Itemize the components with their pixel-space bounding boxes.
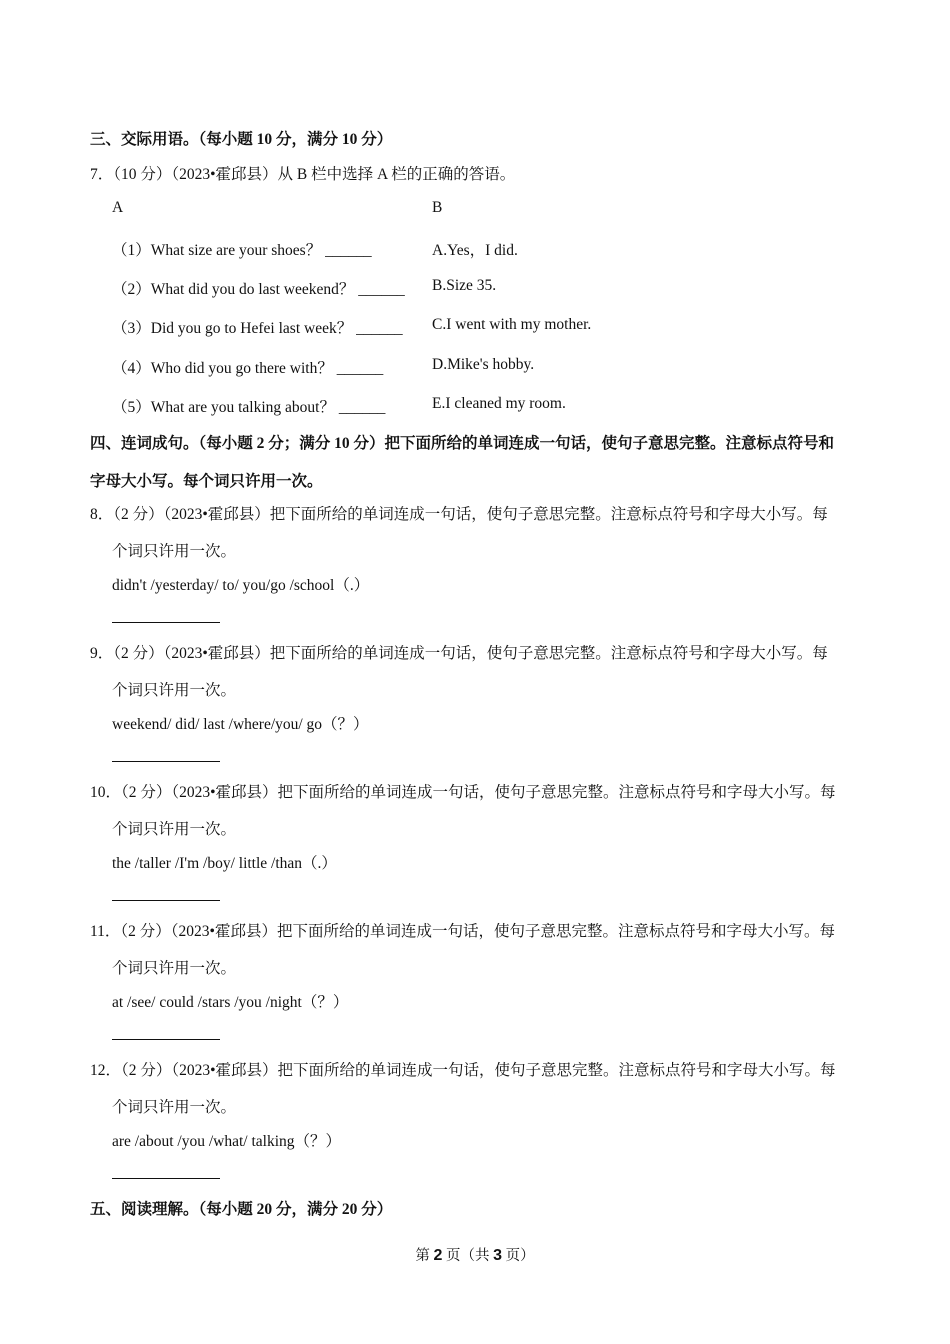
column-a-header: A bbox=[112, 199, 124, 216]
question-8-answer-line[interactable] bbox=[112, 622, 220, 623]
question-8-stem-cont: 个词只许用一次。 bbox=[112, 543, 237, 560]
match-item-b-1: A.Yes，I did. bbox=[432, 242, 518, 259]
question-10-stem-cont: 个词只许用一次。 bbox=[112, 821, 237, 838]
footer-page-number: 2 bbox=[433, 1247, 443, 1264]
question-9-stem-cont: 个词只许用一次。 bbox=[112, 682, 237, 699]
question-9-stem: 9．（2 分）（2023•霍邱县）把下面所给的单词连成一句话，使句子意思完整。注意标点符号和字母大小写。每 bbox=[90, 645, 828, 662]
section-4-title-line1: 四、连词成句。（每小题 2 分；满分 10 分）把下面所给的单词连成一句话，使句子意思完整。注意标点符号和 bbox=[90, 435, 835, 452]
match-item-b-3: C.I went with my mother. bbox=[432, 316, 592, 333]
column-b-header: B bbox=[432, 199, 443, 216]
question-8-words: didn't /yesterday/ to/ you/go /school（.） bbox=[112, 577, 370, 594]
section-3-title: 三、交际用语。（每小题 10 分，满分 10 分） bbox=[90, 131, 393, 148]
question-12-stem: 12．（2 分）（2023•霍邱县）把下面所给的单词连成一句话，使句子意思完整。注意标点符号和字母大小写。每 bbox=[90, 1062, 836, 1079]
question-12-answer-line[interactable] bbox=[112, 1178, 220, 1179]
question-11-words: at /see/ could /stars /you /night（？） bbox=[112, 994, 349, 1011]
section-4-title-line2: 字母大小写。每个词只许用一次。 bbox=[90, 473, 323, 490]
question-11-stem: 11．（2 分）（2023•霍邱县）把下面所给的单词连成一句话，使句子意思完整。注意标点符号和字母大小写。每 bbox=[90, 923, 835, 940]
footer-suffix: 页） bbox=[502, 1248, 535, 1264]
question-8-stem: 8．（2 分）（2023•霍邱县）把下面所给的单词连成一句话，使句子意思完整。注意标点符号和字母大小写。每 bbox=[90, 506, 828, 523]
footer-middle: 页（共 bbox=[442, 1248, 494, 1264]
question-9-answer-line[interactable] bbox=[112, 761, 220, 762]
match-item-a-3: （3）Did you go to Hefei last week？ ______ bbox=[112, 320, 403, 337]
question-10-words: the /taller /I'm /boy/ little /than（.） bbox=[112, 855, 337, 872]
match-item-a-5: （5）What are you talking about？ ______ bbox=[112, 399, 386, 416]
page-footer bbox=[0, 1244, 950, 1265]
match-item-a-1: （1）What size are your shoes？ ______ bbox=[112, 242, 372, 259]
question-7-stem: 7．（10 分）（2023•霍邱县）从 B 栏中选择 A 栏的正确的答语。 bbox=[90, 166, 516, 183]
question-11-stem-cont: 个词只许用一次。 bbox=[112, 960, 237, 977]
question-11-answer-line[interactable] bbox=[112, 1039, 220, 1040]
section-5-title: 五、阅读理解。（每小题 20 分，满分 20 分） bbox=[90, 1201, 393, 1218]
match-item-a-4: （4）Who did you go there with？ ______ bbox=[112, 360, 384, 377]
footer-prefix: 第 bbox=[415, 1248, 434, 1264]
question-12-words: are /about /you /what/ talking（？） bbox=[112, 1133, 342, 1150]
question-10-stem: 10．（2 分）（2023•霍邱县）把下面所给的单词连成一句话，使句子意思完整。注意标点符号和字母大小写。每 bbox=[90, 784, 836, 801]
question-9-words: weekend/ did/ last /where/you/ go（？） bbox=[112, 716, 369, 733]
match-item-b-4: D.Mike's hobby. bbox=[432, 356, 535, 373]
match-item-a-2: （2）What did you do last weekend？ ______ bbox=[112, 281, 405, 298]
match-item-b-5: E.I cleaned my room. bbox=[432, 395, 566, 412]
footer-total-pages: 3 bbox=[493, 1247, 503, 1264]
question-12-stem-cont: 个词只许用一次。 bbox=[112, 1099, 237, 1116]
question-10-answer-line[interactable] bbox=[112, 900, 220, 901]
match-item-b-2: B.Size 35. bbox=[432, 277, 497, 294]
